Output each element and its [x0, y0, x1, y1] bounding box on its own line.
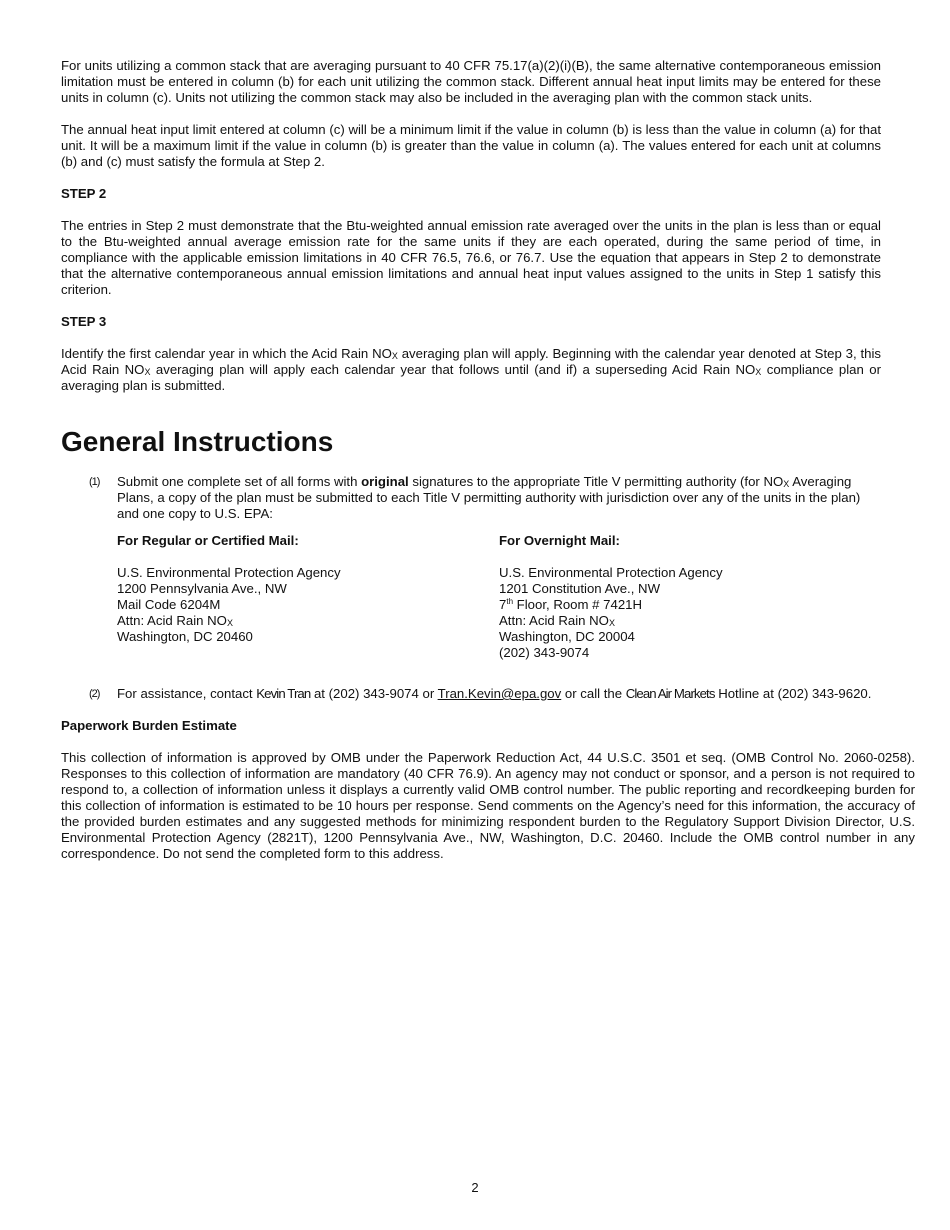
step2-text: The entries in Step 2 must demonstrate that the Btu-weighted annual emission rate averaged over the units in the plan is less than or equal to the Btu-weighted annual average emission rate for the same units if they are each operated, during the same period of time, in compliance with the applicable emission limitations in 40 CFR 76.5, 76.6, or 76.7. Use the equation that appears in Step 2 to demonstrate that the alternative contemporaneous annual emission limitations and annual heat input values assigned to the units in Step 1 satisfy this criterion.: [61, 218, 881, 297]
item-1-text: Submit one complete set of all forms with original signatures to the appropriate Title V permitting authority (for $NO_X$ Averaging Plans, a copy of the plan must be submitted to each Title V permitting authority with jurisdiction over any of the units in the plan) and one copy to U.S. EPA:: [117, 474, 861, 521]
step2-heading: STEP 2: [61, 186, 107, 201]
regular-mail-line: Washington, DC 20460: [117, 629, 253, 644]
email-link[interactable]: Tran.Kevin@epa.gov: [437, 686, 562, 701]
item-2-text: For assistance, contact Kevin Tran at (202) 343-9074 or Tran.Kevin@epa.gov or call the Clean Air Markets Hotline at (202) 343-9620.: [117, 686, 872, 701]
paperwork-heading: Paperwork Burden Estimate: [61, 718, 237, 733]
regular-mail-line: 1200 Pennsylvania Ave., NW: [117, 581, 287, 596]
document-page: [61, 58, 915, 862]
regular-mail-line: Attn: Acid Rain $NO_X$: [117, 613, 233, 628]
overnight-mail-line: Attn: Acid Rain $NO_X$: [499, 613, 615, 628]
regular-mail-address: [117, 533, 499, 661]
page-number: 2: [471, 1180, 479, 1195]
overnight-mail-line: 1201 Constitution Ave., NW: [499, 581, 661, 596]
paperwork-text: This collection of information is approved by OMB under the Paperwork Reduction Act, 44 U.S.C. 3501 et seq. (OMB Control No. 2060-0258). Responses to this collection of information are mandatory (40 CFR 76.9). An agency may not conduct or sponsor, and a person is not required to respond to, a collection of information unless it displays a currently valid OMB control number. The public reporting and recordkeeping burden for this collection of information is estimated to be 10 hours per response. Send comments on the Agency’s need for this information, the accuracy of the provided burden estimates and any suggested methods for minimizing respondent burden to the Regulatory Support Division Director, U.S. Environmental Protection Agency (2821T), 1200 Pennsylvania Ave., NW, Washington, D.C. 20460. Include the OMB control number in any correspondence. Do not send the completed form to this address.: [61, 750, 915, 861]
instruction-item-1: [61, 474, 883, 522]
item-2-number: (2): [89, 688, 100, 700]
step3-text: Identify the first calendar year in which the Acid Rain $NO_X$ averaging plan will apply. Beginning with the calendar year denoted at Step 3, this Acid Rain $NO_X$ averaging plan will apply each calendar year that follows until (and if) a superseding Acid Rain $NO_X$ compliance plan or averaging plan is submitted.: [61, 346, 881, 393]
intro-paragraph-common-stack: For units utilizing a common stack that are averaging pursuant to 40 CFR 75.17(a)(2)(i)(B), the same alternative contemporaneous emission limitation must be entered in column (b) for each unit utilizing the common stack. Different annual heat input limits may be entered for these units in column (c). Units not utilizing the common stack may also be included in the averaging plan with the common stack units.: [61, 58, 881, 105]
step3-heading: STEP 3: [61, 314, 107, 329]
overnight-mail-line: (202) 343-9074: [499, 645, 590, 660]
overnight-mail-address: [499, 533, 881, 661]
general-instructions-title: General Instructions: [61, 426, 334, 457]
item-1-number: (1): [89, 476, 100, 488]
regular-mail-line: U.S. Environmental Protection Agency: [117, 565, 341, 580]
overnight-mail-heading: For Overnight Mail:: [499, 533, 620, 548]
regular-mail-line: Mail Code 6204M: [117, 597, 221, 612]
regular-mail-heading: For Regular or Certified Mail:: [117, 533, 299, 548]
overnight-mail-line: Washington, DC 20004: [499, 629, 635, 644]
mailing-addresses: [61, 533, 881, 661]
overnight-mail-line: U.S. Environmental Protection Agency: [499, 565, 723, 580]
overnight-mail-line: 7th Floor, Room # 7421H: [499, 597, 643, 612]
intro-paragraph-heat-input: The annual heat input limit entered at column (c) will be a minimum limit if the value in column (b) is less than the value in column (a) for that unit. It will be a maximum limit if the value in column (b) is greater than the value in column (a). The values entered for each unit at columns (b) and (c) must satisfy the formula at Step 2.: [61, 122, 881, 169]
instruction-item-2: [61, 686, 883, 702]
